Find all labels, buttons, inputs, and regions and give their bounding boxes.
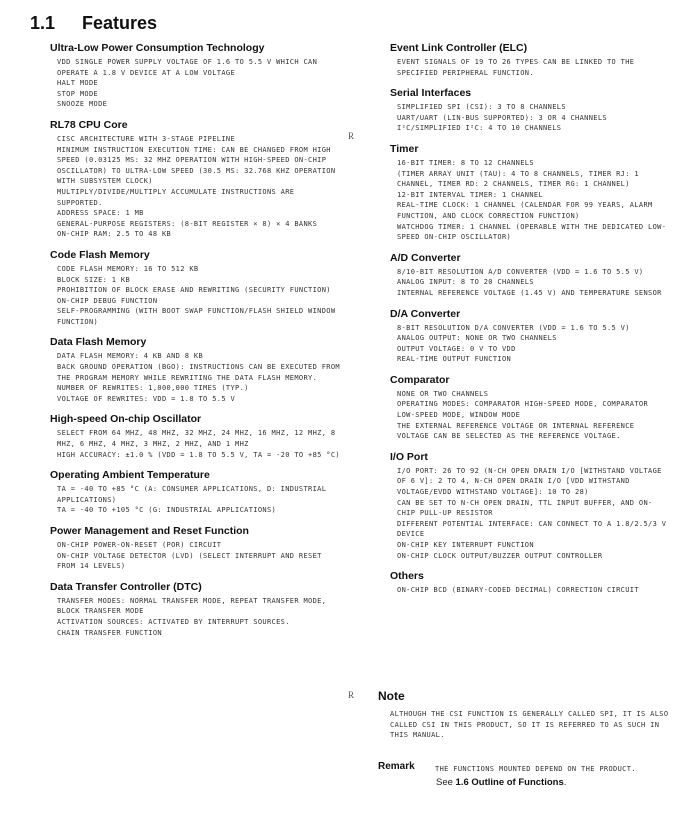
feature-section [390,87,670,134]
see-prefix: See [436,777,453,788]
feature-item: MULTIPLY/DIVIDE/MULTIPLY ACCUMULATE INSTRUCTIONS ARE SUPPORTED. [57,187,295,207]
feature-item: ON-CHIP DEBUG FUNCTION [57,296,158,305]
feature-section-title: I/O Port [390,450,428,463]
feature-section [50,336,340,404]
feature-item: INTERNAL REFERENCE VOLTAGE (1.45 V) AND TEMPERATURE SENSOR [397,288,662,297]
feature-item: EVENT SIGNALS OF 19 TO 26 TYPES CAN BE LINKED TO THE SPECIFIED PERIPHERAL FUNCTION. [397,58,635,77]
outline-of-functions-link[interactable]: 1.6 Outline of Functions [455,777,564,788]
feature-item: 16-BIT TIMER: 8 TO 12 CHANNELS [397,158,534,167]
feature-item: CODE FLASH MEMORY: 16 TO 512 KB [57,264,199,273]
see-suffix: . [563,777,567,788]
feature-item: TA = -40 TO +105 °C (G: INDUSTRIAL APPLICATIONS) [57,506,277,515]
remark-see-line [436,777,566,788]
feature-section-title: Operating Ambient Temperature [50,469,210,482]
feature-section-title: Timer [390,142,419,155]
feature-item: NUMBER OF REWRITES: 1,000,000 TIMES (TYP.) [57,384,249,393]
feature-item: 8-BIT RESOLUTION D/A CONVERTER (VDD = 1.6 TO 5.5 V) [397,323,630,332]
feature-item: ON-CHIP BCD (BINARY-CODED DECIMAL) CORRECTION CIRCUIT [397,586,639,595]
feature-section [50,249,340,328]
feature-item: SELECT FROM 64 MHZ, 48 MHZ, 32 MHZ, 24 MHZ, 16 MHZ, 12 MHZ, 8 MHZ, 6 MHZ, 4 MHZ, 3 MHZ, 2 MHZ, AND 1 MHZ [57,429,336,449]
feature-section [390,451,670,561]
feature-section [390,42,670,78]
feature-section [50,42,340,110]
feature-section [50,119,340,240]
feature-section [50,525,340,572]
feature-item: HALT MODE [57,79,99,88]
feature-item: SNOOZE MODE [57,100,108,109]
feature-section-title: Comparator [390,373,450,386]
feature-item: ON-CHIP RAM: 2.5 TO 48 KB [57,230,172,239]
feature-section-title: Ultra-Low Power Consumption Technology [50,42,265,54]
feature-item: I/O PORT: 26 TO 92 (N-CH OPEN DRAIN I/O [WITHSTAND VOLTAGE OF 6 V]: 2 TO 4, N-CH OPEN DRAIN I/O [VDD WITHSTAND VOLTAGE/EVDD WITHSTAND VOLTAGE]: 10 TO 28) [397,466,662,497]
right-column [390,42,670,605]
feature-item: HIGH ACCURACY: ±1.0 % (VDD = 1.8 TO 5.5 V, TA = -20 TO +85 °C) [57,450,340,459]
feature-item: WATCHDOG TIMER: 1 CHANNEL (OPERABLE WITH THE DEDICATED LOW-SPEED ON-CHIP OSCILLATOR) [397,222,667,242]
feature-section-title: RL78 CPU Core [50,118,128,131]
feature-item: I²C/SIMPLIFIED I²C: 4 TO 10 CHANNELS [397,124,562,133]
feature-section [390,570,670,596]
feature-item: PROHIBITION OF BLOCK ERASE AND REWRITING (SECURITY FUNCTION) [57,286,331,295]
feature-item: 12-BIT INTERVAL TIMER: 1 CHANNEL [397,190,544,199]
feature-item: OUTPUT VOLTAGE: 0 V TO VDD [397,344,516,353]
feature-section-title: Data Flash Memory [50,336,147,349]
feature-item: ON-CHIP VOLTAGE DETECTOR (LVD) (SELECT INTERRUPT AND RESET FROM 14 LEVELS) [57,551,322,571]
feature-item: DIFFERENT POTENTIAL INTERFACE: CAN CONNECT TO A 1.8/2.5/3 V DEVICE [397,519,667,539]
feature-section-title: Code Flash Memory [50,248,150,261]
feature-section [390,374,670,442]
section-number: 1.1 [30,13,56,33]
feature-item: CAN BE SET TO N-CH OPEN DRAIN, TTL INPUT BUFFER, AND ON-CHIP PULL-UP RESISTOR [397,498,653,518]
feature-item: VDD SINGLE POWER SUPPLY VOLTAGE OF 1.6 TO 5.5 V WHICH CAN OPERATE A 1.8 V DEVICE AT A LOW VOLTAGE [57,58,318,77]
section-title: Features [82,13,158,33]
feature-item: TRANSFER MODES: NORMAL TRANSFER MODE, REPEAT TRANSFER MODE, BLOCK TRANSFER MODE [57,596,327,616]
feature-section [390,252,670,299]
feature-item: ACTIVATION SOURCES: ACTIVATED BY INTERRUPT SOURCES. [57,617,290,626]
feature-item: TA = -40 TO +85 °C (A: CONSUMER APPLICATIONS, D: INDUSTRIAL APPLICATIONS) [57,485,327,504]
feature-item: ADDRESS SPACE: 1 MB [57,209,144,218]
feature-section-title: Data Transfer Controller (DTC) [50,580,202,593]
remark-label: Remark [378,761,415,772]
feature-item: BACK GROUND OPERATION (BGO): INSTRUCTIONS CAN BE EXECUTED FROM THE PROGRAM MEMORY WHILE REWRITING THE DATA FLASH MEMORY. [57,363,340,382]
revision-mark: R [348,690,355,700]
feature-section-title: Event Link Controller (ELC) [390,42,528,54]
feature-item: STOP MODE [57,89,99,98]
feature-item: NONE OR TWO CHANNELS [397,389,489,398]
feature-item: GENERAL-PURPOSE REGISTERS: (8-BIT REGISTER × 8) × 4 BANKS [57,219,318,228]
feature-section-title: A/D Converter [390,251,461,264]
feature-section-title: Serial Interfaces [390,87,472,100]
feature-section-title: Power Management and Reset Function [50,525,249,537]
feature-item: ON-CHIP KEY INTERRUPT FUNCTION [397,541,534,549]
left-column [50,42,340,647]
feature-section [390,308,670,365]
feature-item: CHAIN TRANSFER FUNCTION [57,628,162,637]
feature-section [50,413,340,460]
feature-item: REAL-TIME CLOCK: 1 CHANNEL (CALENDAR FOR 99 YEARS, ALARM FUNCTION, AND CLOCK CORRECTION FUNCTION) [397,201,653,220]
feature-item: CISC ARCHITECTURE WITH 3-STAGE PIPELINE [57,134,236,143]
revision-mark: R [348,131,355,141]
feature-section-title: D/A Converter [390,307,461,320]
feature-item: OPERATING MODES: COMPARATOR HIGH-SPEED MODE, COMPARATOR LOW-SPEED MODE, WINDOW MODE [397,400,649,420]
feature-item: (TIMER ARRAY UNIT (TAU): 4 TO 8 CHANNELS, TIMER RJ: 1 CHANNEL, TIMER RD: 2 CHANNELS, TIMER RG: 1 CHANNEL) [397,169,639,189]
feature-item: ANALOG INPUT: 8 TO 20 CHANNELS [397,278,534,287]
feature-section [50,469,340,516]
note-text: ALTHOUGH THE CSI FUNCTION IS GENERALLY CALLED SPI, IT IS ALSO CALLED CSI IN THIS PRODUCT, SO IT IS REFERRED TO AS SUCH IN THIS MANUAL. [390,710,669,740]
remark-text: THE FUNCTIONS MOUNTED DEPEND ON THE PRODUCT. [435,765,636,773]
feature-section [50,581,340,638]
feature-item: BLOCK SIZE: 1 KB [57,275,131,284]
feature-item: ON-CHIP CLOCK OUTPUT/BUZZER OUTPUT CONTROLLER [397,551,603,560]
note-title: Note [378,689,405,703]
feature-item: UART/UART (LIN-BUS SUPPORTED): 3 OR 4 CHANNELS [397,113,607,122]
feature-section-title: High-speed On-chip Oscillator [50,413,202,426]
feature-item: DATA FLASH MEMORY: 4 KB AND 8 KB [57,352,204,361]
feature-item: SIMPLIFIED SPI (CSI): 3 TO 8 CHANNELS [397,103,566,112]
feature-item: SELF-PROGRAMMING (WITH BOOT SWAP FUNCTION/FLASH SHIELD WINDOW FUNCTION) [57,307,336,326]
feature-section [390,143,670,243]
feature-item: VOLTAGE OF REWRITES: VDD = 1.8 TO 5.5 V [57,394,236,403]
page-heading [30,13,157,34]
feature-item: MINIMUM INSTRUCTION EXECUTION TIME: CAN BE CHANGED FROM HIGH SPEED (0.03125 ΜS: 32 MHZ OPERATION WITH HIGH-SPEED ON-CHIP OSCILLATOR) TO ULTRA-LOW SPEED (30.5 ΜS: 32.768 KHZ OPERATION WITH SUBSYSTEM CLOCK) [57,145,336,186]
feature-item: ANALOG OUTPUT: NONE OR TWO CHANNELS [397,334,557,343]
feature-item: REAL-TIME OUTPUT FUNCTION [397,355,512,364]
feature-item: THE EXTERNAL REFERENCE VOLTAGE OR INTERNAL REFERENCE VOLTAGE CAN BE SELECTED AS THE REFERENCE VOLTAGE. [397,421,635,441]
feature-item: ON-CHIP POWER-ON-RESET (POR) CIRCUIT [57,541,222,549]
feature-item: 8/10-BIT RESOLUTION A/D CONVERTER (VDD = 1.6 TO 5.5 V) [397,267,644,276]
feature-section-title: Others [390,570,424,583]
